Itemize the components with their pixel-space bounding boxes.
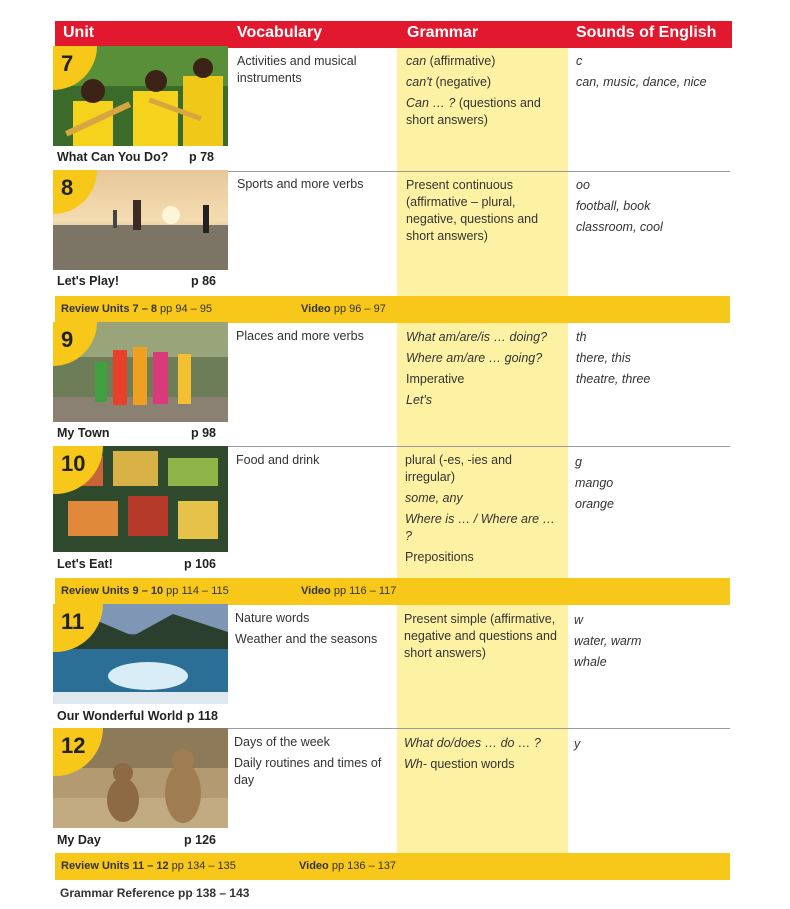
review-bar[interactable] <box>55 296 730 323</box>
sound-words: can, music, dance, nice <box>576 75 707 89</box>
unit-12-grammar <box>404 735 559 777</box>
sound-letter: g <box>575 455 582 469</box>
unit-number: 11 <box>53 604 103 652</box>
unit-7-photo <box>53 46 228 146</box>
grammar-item: Wh- question words <box>404 757 515 771</box>
vocab-item: Places and more verbs <box>236 329 364 343</box>
sound-letter: y <box>574 737 581 751</box>
vocab-item: Weather and the seasons <box>235 632 378 646</box>
sound-letter: c <box>576 54 583 68</box>
sound-letter: w <box>574 613 584 627</box>
unit-number: 12 <box>53 728 103 776</box>
unit-11-vocabulary <box>235 610 390 652</box>
unit-title: What Can You Do? <box>57 150 169 164</box>
review-link[interactable]: Review Units 11 – 12 pp 134 – 135 <box>61 860 236 872</box>
unit-8-vocabulary <box>237 176 387 197</box>
grammar-item: Can … ? (questions and short answers) <box>406 96 541 127</box>
grammar-item: Where is … / Where are … ? <box>405 512 556 543</box>
sound-words: mango <box>575 476 614 490</box>
unit-10-vocabulary <box>236 452 386 473</box>
unit-11-grammar <box>404 611 559 666</box>
unit-page: p 106 <box>184 557 216 571</box>
video-link[interactable]: Video pp 96 – 97 <box>301 303 386 315</box>
row-divider <box>228 171 730 172</box>
unit-title: Our Wonderful World <box>57 709 183 723</box>
review-link[interactable]: Review Units 7 – 8 pp 94 – 95 <box>61 303 213 315</box>
unit-page: p 118 <box>186 709 218 723</box>
sound-words: there, this <box>576 351 631 365</box>
grammar-item: Imperative <box>406 372 465 386</box>
sound-words: theatre, three <box>576 372 651 386</box>
sound-words: football, book <box>576 199 651 213</box>
sound-words: whale <box>574 655 607 669</box>
video-link[interactable]: Video pp 136 – 137 <box>299 860 397 872</box>
unit-9-vocabulary <box>236 328 386 349</box>
unit-8-title[interactable] <box>53 270 228 292</box>
vocab-item: Activities and musical instruments <box>237 54 357 85</box>
review-bar[interactable] <box>55 853 730 880</box>
grammar-item: What am/are/is … doing? <box>406 330 548 344</box>
grammar-item: Present simple (affirmative, negative and questions and short answers) <box>404 612 557 660</box>
unit-page: p 86 <box>190 274 216 288</box>
unit-9-title[interactable] <box>53 422 228 444</box>
sound-words: orange <box>575 497 614 511</box>
unit-7-grammar <box>406 53 561 133</box>
grammar-item: plural (-es, -ies and irregular) <box>405 453 512 484</box>
sound-letter: oo <box>576 178 590 192</box>
table-header <box>55 21 732 48</box>
unit-12-vocabulary <box>234 734 389 793</box>
unit-7-sounds <box>576 53 716 95</box>
unit-12-photo <box>53 728 228 828</box>
unit-8-grammar <box>406 177 558 249</box>
unit-page: p 78 <box>188 150 214 164</box>
unit-11-photo <box>53 604 228 704</box>
grammar-item: Let's <box>406 393 433 407</box>
unit-page: p 126 <box>184 833 216 847</box>
header-unit: Unit <box>63 24 95 41</box>
grammar-item: Where am/are … going? <box>406 351 543 365</box>
unit-8-photo <box>53 170 228 270</box>
review-link[interactable]: Review Units 9 – 10 pp 114 – 115 <box>61 585 229 597</box>
unit-title: My Town <box>57 426 110 440</box>
vocab-item: Nature words <box>235 611 310 625</box>
grammar-item: some, any <box>405 491 463 505</box>
sound-letter: th <box>576 330 587 344</box>
vocab-item: Sports and more verbs <box>237 177 364 191</box>
unit-7-title[interactable] <box>53 146 228 168</box>
unit-11-title[interactable] <box>53 705 228 727</box>
unit-page: p 98 <box>190 426 216 440</box>
video-link[interactable]: Video pp 116 – 117 <box>301 585 397 597</box>
grammar-reference-link[interactable]: Grammar Reference pp 138 – 143 <box>60 886 250 900</box>
vocab-item: Food and drink <box>236 453 320 467</box>
header-grammar: Grammar <box>407 24 479 41</box>
unit-number: 8 <box>53 170 97 214</box>
row-divider <box>228 728 730 729</box>
vocab-item: Days of the week <box>234 735 330 749</box>
unit-12-sounds <box>574 736 714 757</box>
header-sounds: Sounds of English <box>576 24 717 41</box>
unit-7-vocabulary <box>237 53 387 91</box>
grammar-item: What do/does … do … ? <box>404 736 541 750</box>
unit-12-title[interactable] <box>53 829 228 851</box>
unit-9-sounds <box>576 329 716 392</box>
grammar-item: Prepositions <box>405 550 474 564</box>
unit-number: 10 <box>53 446 103 494</box>
unit-number: 9 <box>53 322 97 366</box>
grammar-item: can't (negative) <box>406 75 492 89</box>
unit-number: 7 <box>53 46 97 90</box>
unit-11-sounds <box>574 612 714 675</box>
grammar-item: Present continuous (affirmative – plural, negative, questions and short answers) <box>406 178 539 243</box>
header-vocabulary: Vocabulary <box>237 24 323 41</box>
unit-10-photo <box>53 446 228 552</box>
vocab-item: Daily routines and times of day <box>234 756 382 787</box>
review-bar[interactable] <box>55 578 730 605</box>
unit-10-sounds <box>575 454 715 517</box>
unit-title: Let's Eat! <box>57 557 113 571</box>
row-divider <box>228 446 730 447</box>
unit-8-sounds <box>576 177 716 240</box>
unit-10-grammar <box>405 452 560 570</box>
unit-10-title[interactable] <box>53 553 228 575</box>
sound-words: classroom, cool <box>576 220 663 234</box>
unit-title: My Day <box>57 833 101 847</box>
grammar-item: can (affirmative) <box>406 54 496 68</box>
sound-words: water, warm <box>574 634 642 648</box>
unit-9-photo <box>53 322 228 422</box>
unit-9-grammar <box>406 329 561 413</box>
unit-title: Let's Play! <box>57 274 120 288</box>
